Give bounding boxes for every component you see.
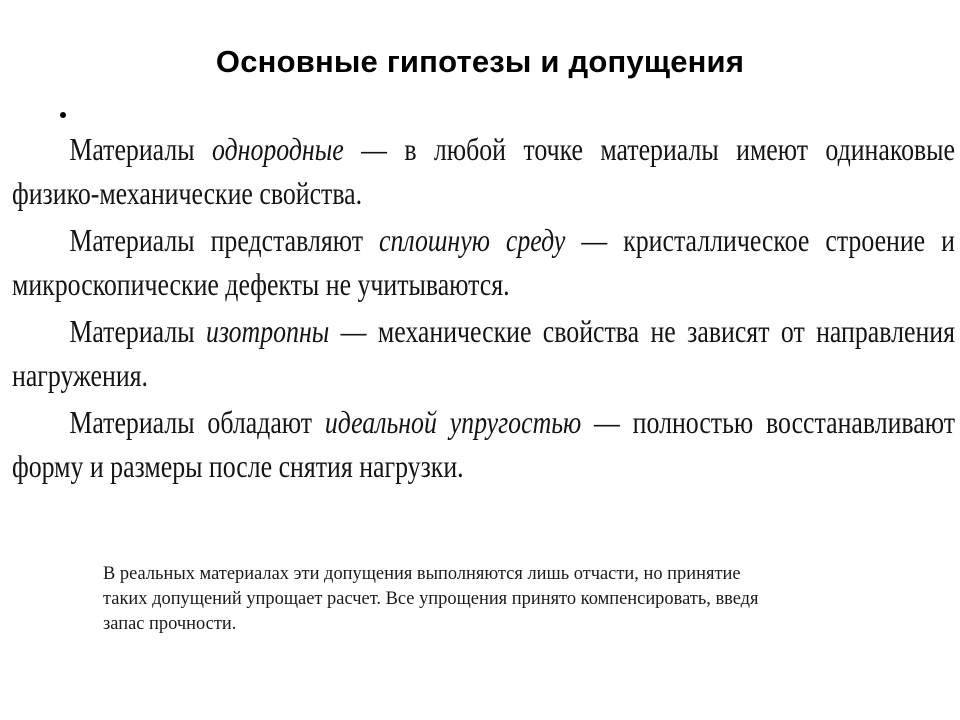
hypothesis-lead: Материалы: [69, 132, 212, 167]
hypothesis-description: — кристаллическое строение и микроскопические дефекты не учитываются.: [12, 223, 955, 302]
hypotheses-list: [12, 128, 955, 489]
hypothesis-term: изотропны: [205, 314, 330, 349]
hypothesis-lead: Материалы: [69, 314, 206, 349]
footnote: [103, 561, 772, 636]
hypothesis-description: — механические свойства не зависят от направления нагружения.: [12, 314, 955, 393]
hypothesis-description: — полностью восстанавливают форму и размеры после снятия нагрузки.: [12, 405, 955, 484]
hypothesis-term: сплошную среду: [379, 223, 566, 258]
bullet-dot: [60, 112, 66, 118]
hypothesis-lead: Материалы представляют: [69, 223, 380, 258]
hypothesis-term: однородные: [211, 132, 344, 167]
hypothesis-homogeneous: [12, 128, 955, 216]
hypothesis-lead: Материалы обладают: [69, 405, 325, 440]
slide-title: Основные гипотезы и допущения: [215, 44, 745, 79]
hypothesis-ideal-elasticity: [12, 401, 955, 489]
hypothesis-continuous-medium: [12, 219, 955, 307]
hypothesis-isotropic: [12, 310, 955, 398]
hypothesis-description: — в любой точке материалы имеют одинаковые физико-механические свойства.: [12, 132, 955, 211]
footnote-text: В реальных материалах эти допущения выполняются лишь отчасти, но принятие таких допущений упрощает расчет. Все упрощения принято компенсировать, введя запас прочности.: [103, 563, 759, 634]
hypothesis-term: идеальной упругостью: [324, 405, 582, 440]
